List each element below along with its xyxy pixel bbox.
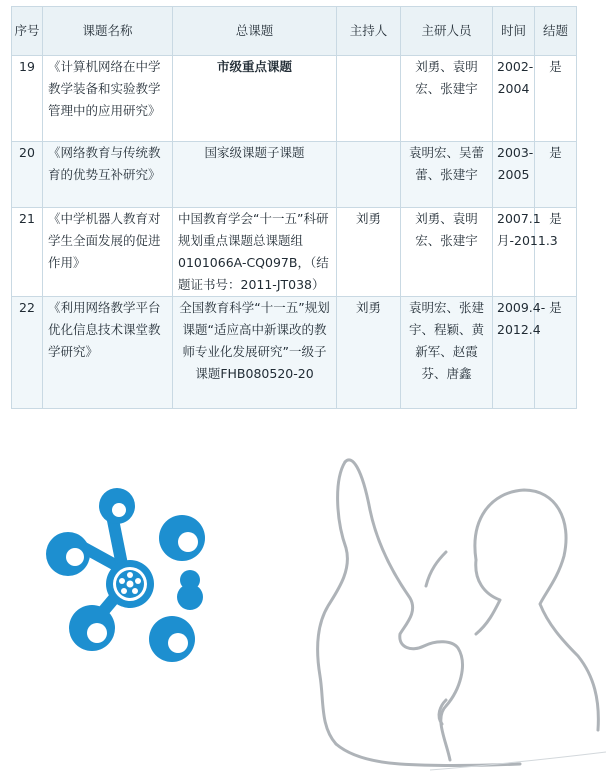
cell-name: 《网络教育与传统教育的优势互补研究》: [43, 142, 173, 208]
cell-no: 19: [12, 56, 43, 142]
cell-researchers: 刘勇、袁明宏、张建宇: [401, 208, 493, 297]
cell-parent: 中国教育学会“十一五”科研规划重点课题总课题组0101066A-CQ097B，（结题证书号：2011-JT038）: [173, 208, 337, 297]
header-parent: 总课题: [173, 7, 337, 56]
cell-host: 刘勇: [337, 208, 401, 297]
cell-no: 22: [12, 297, 43, 409]
header-host: 主持人: [337, 7, 401, 56]
cell-name: 《计算机网络在中学教学装备和实验教学管理中的应用研究》: [43, 56, 173, 142]
cell-done: 是: [535, 297, 577, 409]
cell-no: 20: [12, 142, 43, 208]
cell-time: 2003-2005: [493, 142, 535, 208]
cell-time: 2002-2004: [493, 56, 535, 142]
cell-no: 21: [12, 208, 43, 297]
cell-parent: 国家级课题子课题: [173, 142, 337, 208]
cell-researchers: 刘勇、袁明宏、张建宇: [401, 56, 493, 142]
cell-done: 是: [535, 56, 577, 142]
cell-done: 是: [535, 142, 577, 208]
header-no: 序号: [12, 7, 43, 56]
horizon-line: [430, 752, 606, 770]
cell-host: 刘勇: [337, 297, 401, 409]
header-name: 课题名称: [43, 7, 173, 56]
person-outline-illustration: [318, 460, 599, 766]
header-done: 结题: [535, 7, 577, 56]
header-time: 时间: [493, 7, 535, 56]
cell-parent: 全国教育科学“十一五”规划课题“适应高中新课改的教师专业化发展研究”一级子课题FHB080520-20: [173, 297, 337, 409]
cell-time: 2009.4-2012.4: [493, 297, 535, 409]
cell-parent: 市级重点课题: [173, 56, 337, 142]
cell-time: 2007.1月-2011.3: [493, 208, 535, 297]
cell-name: 《中学机器人教育对学生全面发展的促进作用》: [43, 208, 173, 297]
header-researchers: 主研人员: [401, 7, 493, 56]
cell-done: 是: [535, 208, 577, 297]
cell-researchers: 袁明宏、吴蕾蕾、张建宇: [401, 142, 493, 208]
cell-name: 《利用网络教学平台优化信息技术课堂教学研究》: [43, 297, 173, 409]
film-reel-icon: [46, 488, 205, 662]
cell-researchers: 袁明宏、张建宇、程颖、黄新军、赵霞芬、唐鑫: [401, 297, 493, 409]
